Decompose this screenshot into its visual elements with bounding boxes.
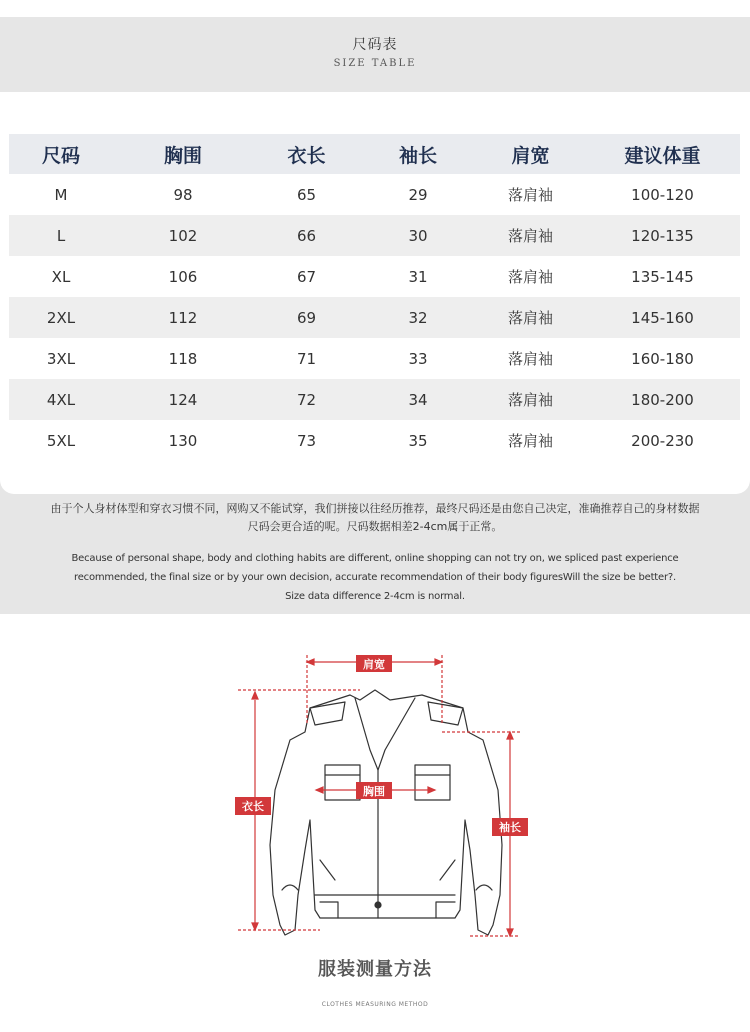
cell-shoulder: 落肩袖 <box>476 379 585 420</box>
cell-length: 65 <box>253 174 360 215</box>
cell-size: 2XL <box>9 297 113 338</box>
shoulder-label: 肩宽 <box>363 658 385 671</box>
cell-weight: 100-120 <box>585 174 740 215</box>
note-en-line: Because of personal shape, body and clothing habits are different, online shopping can not try on, we spliced past experience <box>71 553 679 564</box>
table-row <box>9 174 740 215</box>
cell-shoulder: 落肩袖 <box>476 256 585 297</box>
cell-weight: 200-230 <box>585 420 740 461</box>
cell-size: 3XL <box>9 338 113 379</box>
cell-weight: 160-180 <box>585 338 740 379</box>
cell-sleeve: 34 <box>360 379 476 420</box>
cell-weight: 145-160 <box>585 297 740 338</box>
note-cn-line: 尺码会更合适的呢。尺码数据相差2-4cm属于正常。 <box>247 520 503 533</box>
cell-size: XL <box>9 256 113 297</box>
cell-shoulder: 落肩袖 <box>476 174 585 215</box>
table-row <box>9 297 740 338</box>
header-chest: 胸围 <box>113 134 253 174</box>
header-size: 尺码 <box>9 134 113 174</box>
table-row <box>9 338 740 379</box>
cell-length: 73 <box>253 420 360 461</box>
cell-size: 5XL <box>9 420 113 461</box>
note-english <box>20 549 730 606</box>
cell-weight: 135-145 <box>585 256 740 297</box>
cell-length: 67 <box>253 256 360 297</box>
cell-length: 72 <box>253 379 360 420</box>
cell-shoulder: 落肩袖 <box>476 215 585 256</box>
header-band <box>0 17 750 84</box>
header-subtitle: SIZE TABLE <box>333 58 417 69</box>
cell-chest: 118 <box>113 338 253 379</box>
cell-sleeve: 31 <box>360 256 476 297</box>
cell-sleeve: 35 <box>360 420 476 461</box>
cell-sleeve: 33 <box>360 338 476 379</box>
cell-size: 4XL <box>9 379 113 420</box>
cell-weight: 180-200 <box>585 379 740 420</box>
cell-chest: 102 <box>113 215 253 256</box>
cell-chest: 130 <box>113 420 253 461</box>
cell-shoulder: 落肩袖 <box>476 338 585 379</box>
note-cn-line: 由于个人身材体型和穿衣习惯不同，网购又不能试穿，我们拼接以往经历推荐，最终尺码还是由您自己决定，准确推荐自己的身材数据 <box>50 502 700 515</box>
cell-chest: 112 <box>113 297 253 338</box>
measuring-method-title: 服装测量方法 <box>318 959 432 980</box>
cell-shoulder: 落肩袖 <box>476 420 585 461</box>
sleeve-label: 袖长 <box>499 821 521 834</box>
measurement-diagram <box>210 640 540 950</box>
table-row <box>9 256 740 297</box>
table-row <box>9 420 740 461</box>
note-en-line: Size data difference 2-4cm is normal. <box>285 591 465 602</box>
note-chinese <box>20 500 730 536</box>
measuring-method-subtitle: CLOTHES MEASURING METHOD <box>321 1001 429 1008</box>
cell-length: 71 <box>253 338 360 379</box>
jacket-illustration <box>270 690 502 935</box>
table-header-row <box>9 134 740 174</box>
cell-length: 66 <box>253 215 360 256</box>
header-length: 衣长 <box>253 134 360 174</box>
cell-shoulder: 落肩袖 <box>476 297 585 338</box>
size-table <box>9 134 740 461</box>
cell-sleeve: 30 <box>360 215 476 256</box>
table-row <box>9 379 740 420</box>
length-label: 衣长 <box>242 800 264 813</box>
cell-weight: 120-135 <box>585 215 740 256</box>
cell-chest: 124 <box>113 379 253 420</box>
cell-size: L <box>9 215 113 256</box>
table-row <box>9 215 740 256</box>
header-sleeve: 袖长 <box>360 134 476 174</box>
cell-chest: 98 <box>113 174 253 215</box>
cell-size: M <box>9 174 113 215</box>
chest-label: 胸围 <box>363 785 385 798</box>
cell-chest: 106 <box>113 256 253 297</box>
cell-length: 69 <box>253 297 360 338</box>
cell-sleeve: 29 <box>360 174 476 215</box>
header-weight: 建议体重 <box>585 134 740 174</box>
header-shoulder: 肩宽 <box>476 134 585 174</box>
cell-sleeve: 32 <box>360 297 476 338</box>
header-title: 尺码表 <box>352 37 398 53</box>
note-en-line: recommended, the final size or by your own decision, accurate recommendation of their body figuresWill the size be better?. <box>74 572 676 583</box>
